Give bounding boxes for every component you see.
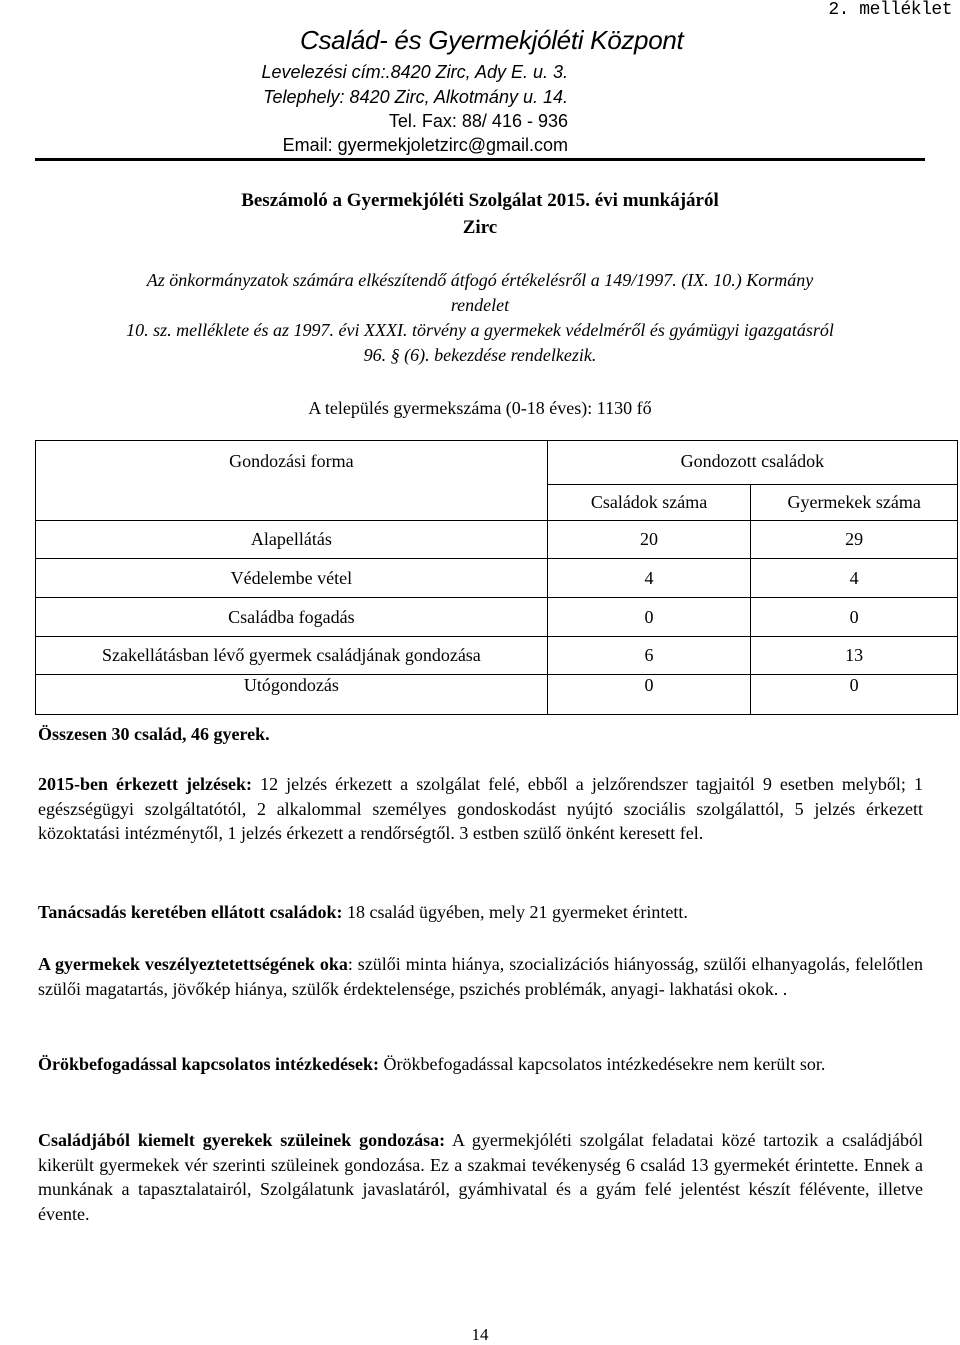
counseling-label: Tanácsadás keretében ellátott családok: — [38, 902, 343, 922]
row-care-form: Családba fogadás — [36, 598, 548, 637]
removed-text: A gyermekjóléti szolgálat feladatai közé tartozik a családjából kikerült gyermekek vér szerinti szüleinek gondozása. Ez a szakmai tevékenység 6 család 13 gyermekét érintette. Ennek a munkának a tapasztalatairól, Szolgálatunk javaslatáról, gyámhivatal és a gyám felé jelentést készít félévente, illetve évente. — [38, 1130, 923, 1224]
counseling-text: 18 család ügyében, mely 21 gyermeket érintett. — [342, 902, 688, 922]
row-children: 0 — [751, 675, 958, 715]
counseling-paragraph — [38, 900, 923, 925]
header-divider — [35, 158, 925, 161]
adoption-text: Örökbefogadással kapcsolatos intézkedésekre nem került sor. — [379, 1054, 826, 1074]
row-families: 6 — [547, 637, 751, 675]
row-families: 0 — [547, 675, 751, 715]
child-count: A település gyermekszáma (0-18 éves): 1130 fő — [308, 398, 652, 418]
annex-label: 2. melléklet — [828, 0, 952, 20]
risk-label: A gyermekek veszélyeztetettségének oka — [38, 954, 348, 974]
org-name: Család- és Gyermekjóléti Központ — [300, 25, 684, 55]
care-table — [35, 440, 958, 715]
total-summary: Összesen 30 család, 46 gyerek. — [38, 724, 270, 744]
signals-paragraph — [38, 772, 923, 846]
risk-text: : szülői minta hiánya, szocializációs hiányosság, szülői elhanyagolás, felelőtlen szülői magatartás, jövőkép hiánya, szülők érdektelensége, pszichés problémák, anyagi- lakhatási okok. . — [38, 954, 923, 999]
row-care-form: Védelembe vétel — [36, 559, 548, 598]
adoption-paragraph — [38, 1052, 923, 1077]
row-children: 13 — [751, 637, 958, 675]
header-care-form: Gondozási forma — [36, 441, 548, 521]
row-care-form: Szakellátásban lévő gyermek családjának gondozása — [36, 637, 548, 675]
email-address: Email: gyermekjoletzirc@gmail.com — [282, 135, 568, 155]
signals-text: 12 jelzés érkezett a szolgálat felé, ebből a jelzőrendszer tagjaitól 9 esetben melyből; 1 egészségügyi szolgáltatótól, 2 alkalommal személyes gondoskodást nyújtó szociális szolgálattól, 5 jelzés érkezett közoktatási intézménytől, 1 jelzés érkezett a rendőrségtől. 3 estben szülő önként keresett fel. — [38, 774, 923, 843]
table-row — [36, 675, 958, 715]
signals-label: 2015-ben érkezett jelzések: — [38, 774, 253, 794]
table-row — [36, 559, 958, 598]
removed-label: Családjából kiemelt gyerekek szüleinek gondozása: — [38, 1130, 446, 1150]
row-families: 4 — [547, 559, 751, 598]
intro-line-1: Az önkormányzatok számára elkészítendő átfogó értékelésről a 149/1997. (IX. 10.) Kormány — [146, 270, 814, 290]
row-families: 0 — [547, 598, 751, 637]
page-number: 14 — [471, 1325, 489, 1344]
row-children: 0 — [751, 598, 958, 637]
header-cared-families: Gondozott családok — [547, 441, 957, 485]
row-care-form: Alapellátás — [36, 521, 548, 559]
row-care-form: Utógondozás — [36, 675, 548, 715]
header-children-count: Gyermekek száma — [751, 485, 958, 521]
header-families-count: Családok száma — [547, 485, 751, 521]
phone-fax: Tel. Fax: 88/ 416 - 936 — [388, 111, 568, 131]
report-location: Zirc — [462, 217, 498, 238]
adoption-label: Örökbefogadással kapcsolatos intézkedések: — [38, 1054, 380, 1074]
row-children: 4 — [751, 559, 958, 598]
row-children: 29 — [751, 521, 958, 559]
table-row — [36, 637, 958, 675]
table-row — [36, 521, 958, 559]
report-title: Beszámoló a Gyermekjóléti Szolgálat 2015. évi munkájáról — [241, 190, 719, 211]
site-address: Telephely: 8420 Zirc, Alkotmány u. 14. — [263, 87, 568, 107]
intro-line-4: 96. § (6). bekezdése rendelkezik. — [363, 345, 597, 365]
removed-children-paragraph — [38, 1128, 923, 1226]
intro-line-2: rendelet — [450, 295, 510, 315]
table-row — [36, 598, 958, 637]
row-families: 20 — [547, 521, 751, 559]
intro-line-3: 10. sz. melléklete és az 1997. évi XXXI. törvény a gyermekek védelméről és gyámügyi igazgatásról — [126, 320, 834, 340]
risk-paragraph — [38, 952, 923, 1001]
mailing-address: Levelezési cím:.8420 Zirc, Ady E. u. 3. — [261, 62, 568, 82]
